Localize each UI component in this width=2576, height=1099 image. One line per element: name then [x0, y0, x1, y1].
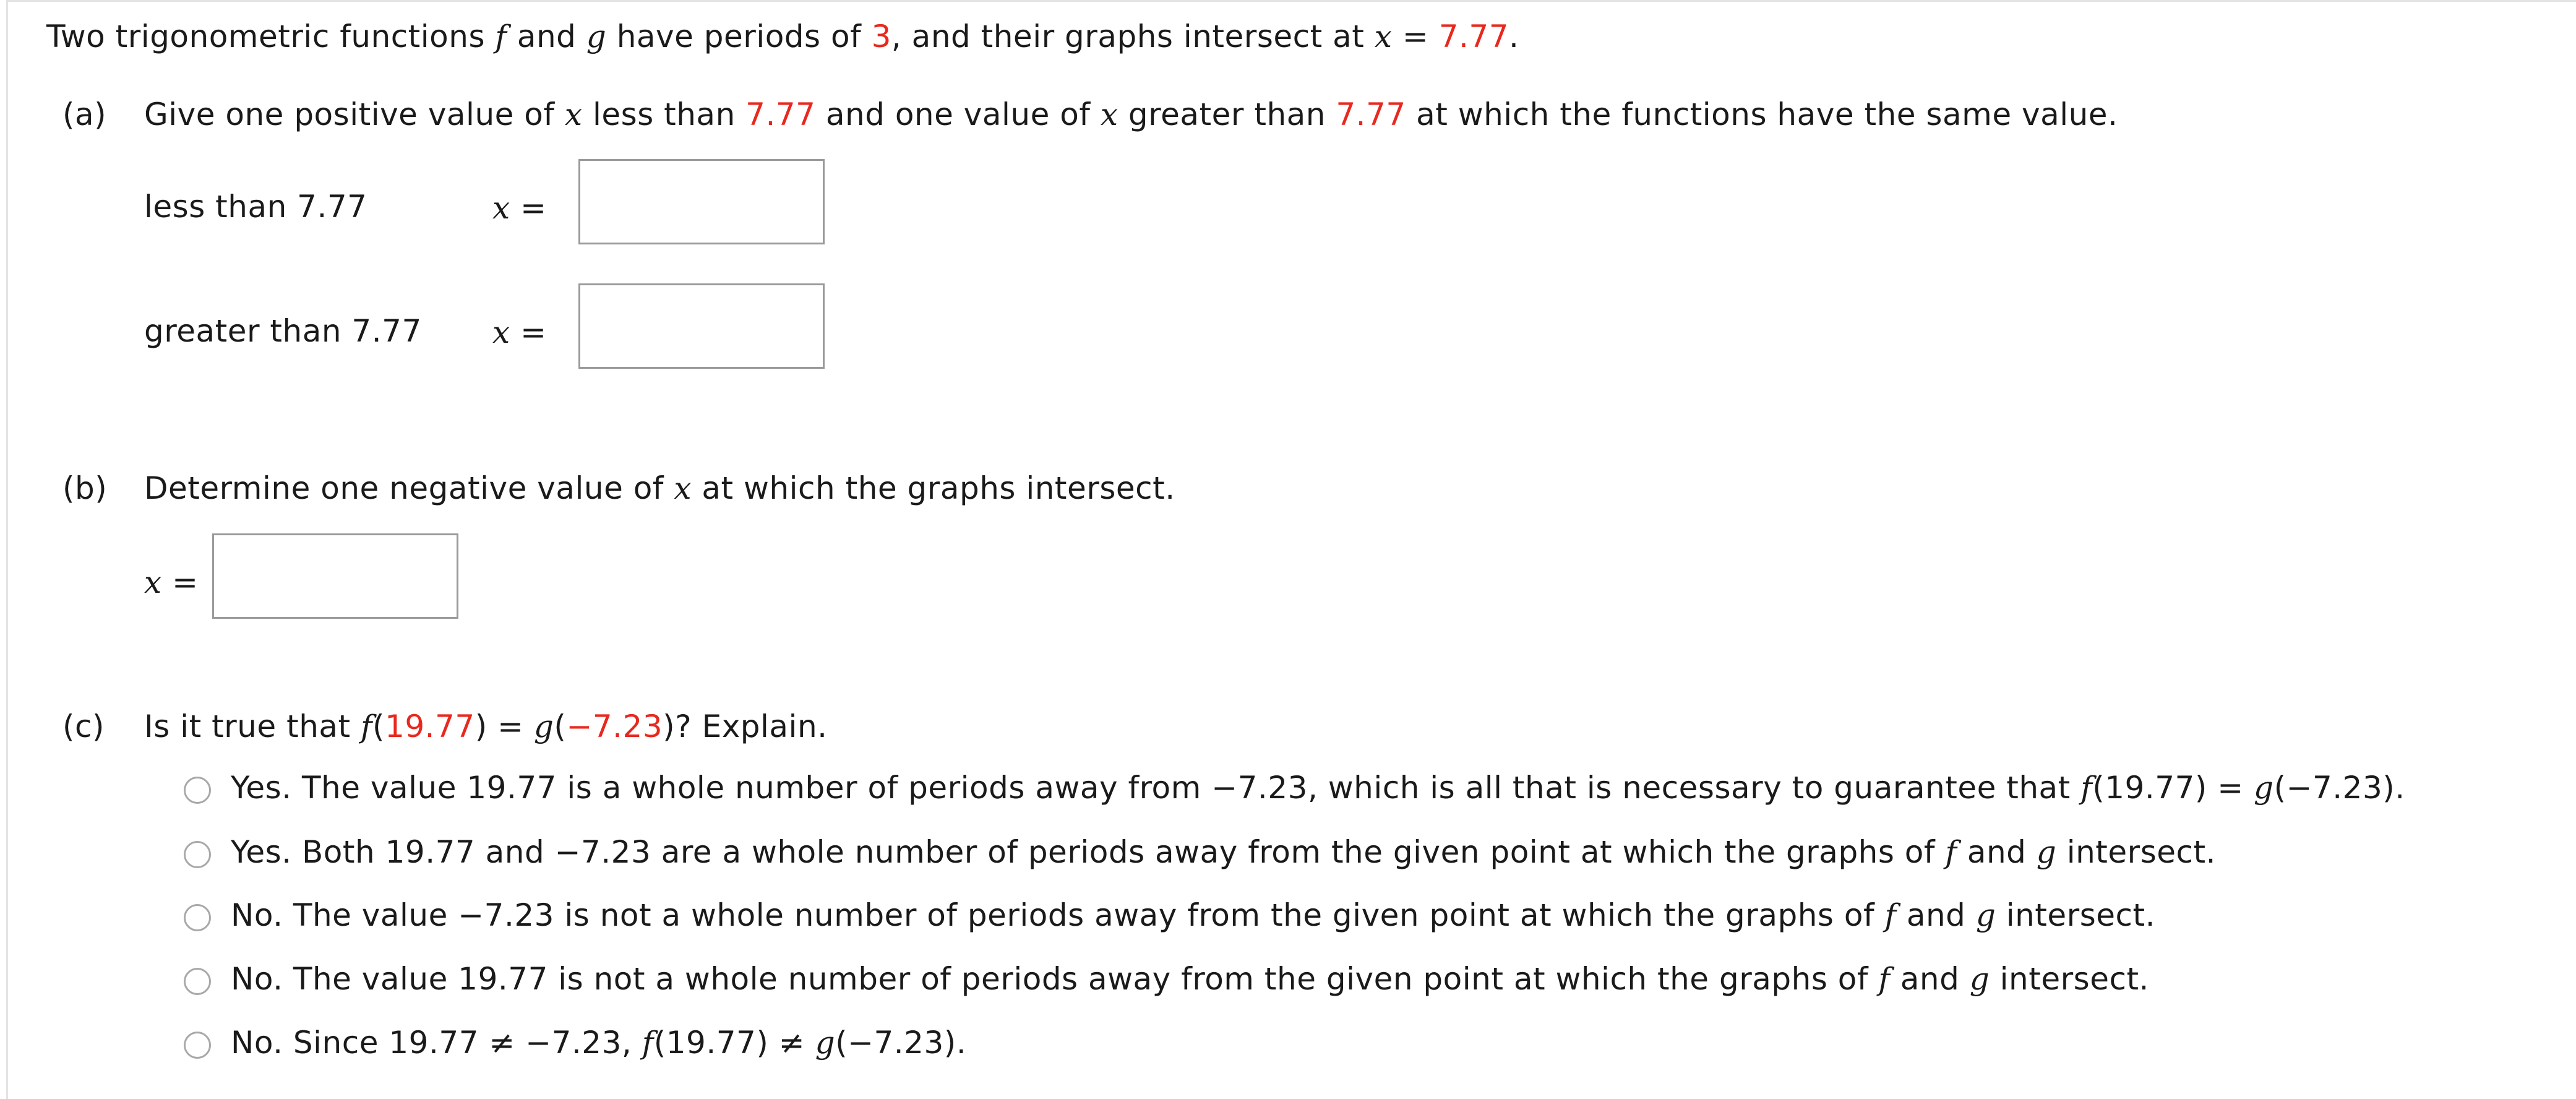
answer-input-less-than[interactable]: [578, 159, 825, 244]
option-label-5[interactable]: No. Since 19.77 ≠ −7.23, f(19.77) ≠ g(−7.23).: [231, 1025, 967, 1061]
answer-input-negative[interactable]: [212, 533, 458, 619]
period-value: 3: [871, 19, 891, 54]
x-equals-label: x =: [492, 314, 547, 350]
option-radio-4[interactable]: [184, 968, 211, 995]
x-equals-label: x =: [144, 564, 199, 600]
part-c-question: Is it true that f(19.77) = g(−7.23)? Explain.: [144, 709, 828, 744]
option-label-1[interactable]: Yes. The value 19.77 is a whole number of periods away from −7.23, which is all that is necessary to guarantee that f(19.77) = g(−7.23).: [231, 770, 2405, 806]
option-radio-1[interactable]: [184, 777, 211, 804]
option-label-2[interactable]: Yes. Both 19.77 and −7.23 are a whole number of periods away from the given point at which the graphs of f and g intersect.: [231, 834, 2216, 870]
greater-than-label: greater than 7.77: [144, 313, 422, 349]
question-page: [6, 0, 2576, 1099]
problem-statement: Two trigonometric functions f and g have periods of 3, and their graphs intersect at x = 7.77.: [46, 19, 1519, 54]
answer-input-greater-than[interactable]: [578, 283, 825, 369]
x-equals-label: x =: [492, 190, 547, 226]
option-label-4[interactable]: No. The value 19.77 is not a whole number of periods away from the given point at which the graphs of f and g intersect.: [231, 961, 2149, 997]
less-than-label: less than 7.77: [144, 189, 367, 225]
option-radio-3[interactable]: [184, 904, 211, 931]
part-b-label: (b): [62, 470, 108, 506]
part-c-label: (c): [62, 709, 105, 744]
part-a-question: Give one positive value of x less than 7.77 and one value of x greater than 7.77 at which the functions have the same value.: [144, 97, 2118, 132]
part-a-label: (a): [62, 97, 107, 132]
option-radio-5[interactable]: [184, 1032, 211, 1059]
part-b-question: Determine one negative value of x at which the graphs intersect.: [144, 470, 1175, 506]
intersection-value: 7.77: [1438, 19, 1509, 54]
option-radio-2[interactable]: [184, 841, 211, 868]
option-label-3[interactable]: No. The value −7.23 is not a whole number of periods away from the given point at which the graphs of f and g intersect.: [231, 897, 2156, 933]
